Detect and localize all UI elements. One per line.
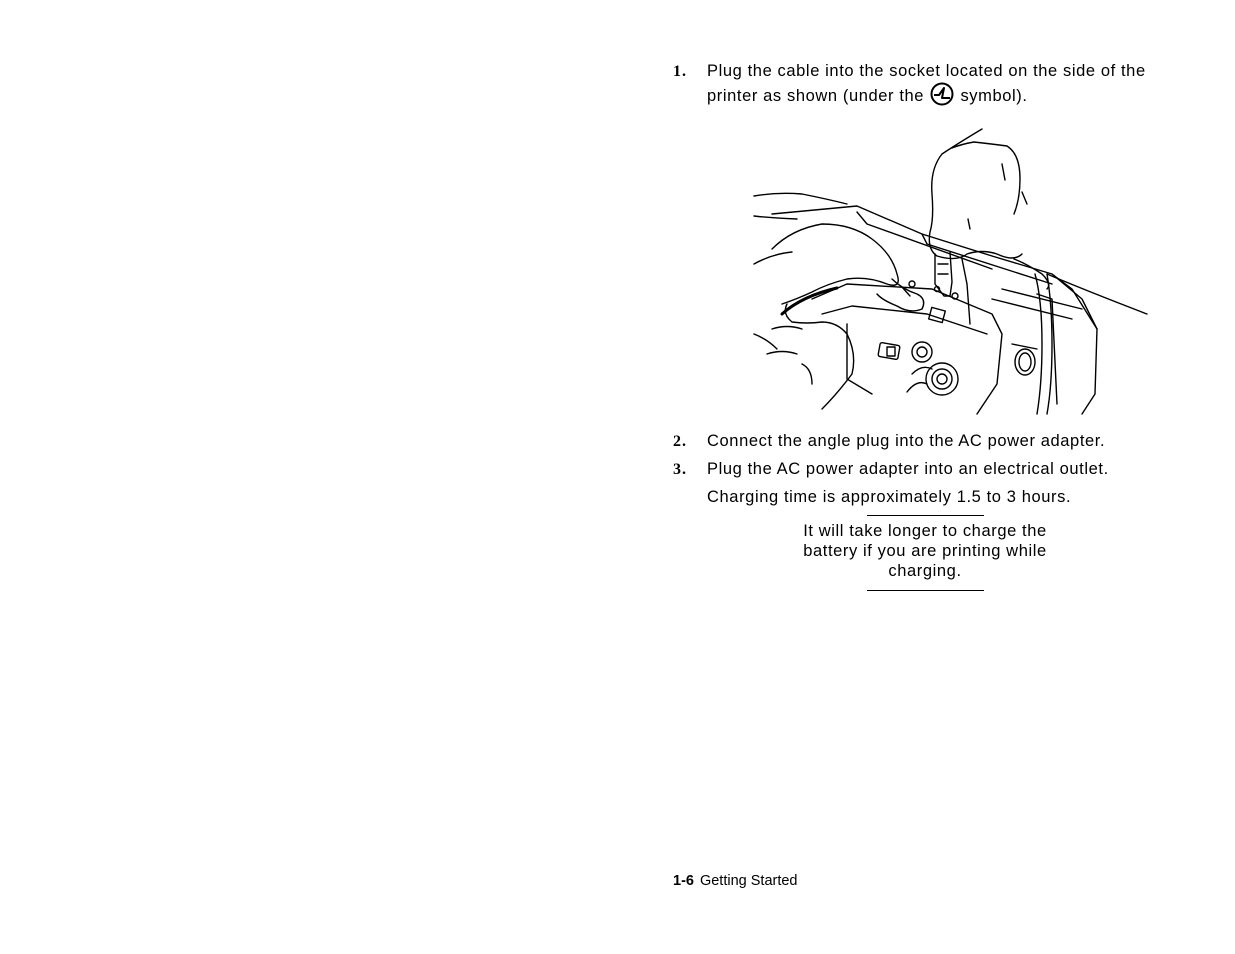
note-rule-top [867,515,984,516]
step-text: Connect the angle plug into the AC power adapter. [707,432,1106,450]
step-number: 3. [673,461,687,478]
charge-socket-icon [930,82,954,112]
note-rule-bottom [867,590,984,591]
step-text: Plug the AC power adapter into an electrical outlet. [707,460,1109,478]
step-text-before-symbol: Plug the cable into the socket located on the side of the printer as shown (under the [707,62,1146,105]
step-text [707,61,1193,112]
page-number: 1-6 [673,873,694,889]
page-footer [673,872,798,890]
section-title: Getting Started [699,873,798,889]
note-text: It will take longer to charge the battery if you are printing while charging. [803,522,1047,580]
hands-plugging-cable-into-printer-illustration [752,124,1152,427]
step-number: 1. [673,63,687,80]
charging-time-text: Charging time is approximately 1.5 to 3 hours. [707,488,1072,506]
step-text-after-symbol: symbol). [960,87,1028,105]
step-number: 2. [673,433,687,450]
